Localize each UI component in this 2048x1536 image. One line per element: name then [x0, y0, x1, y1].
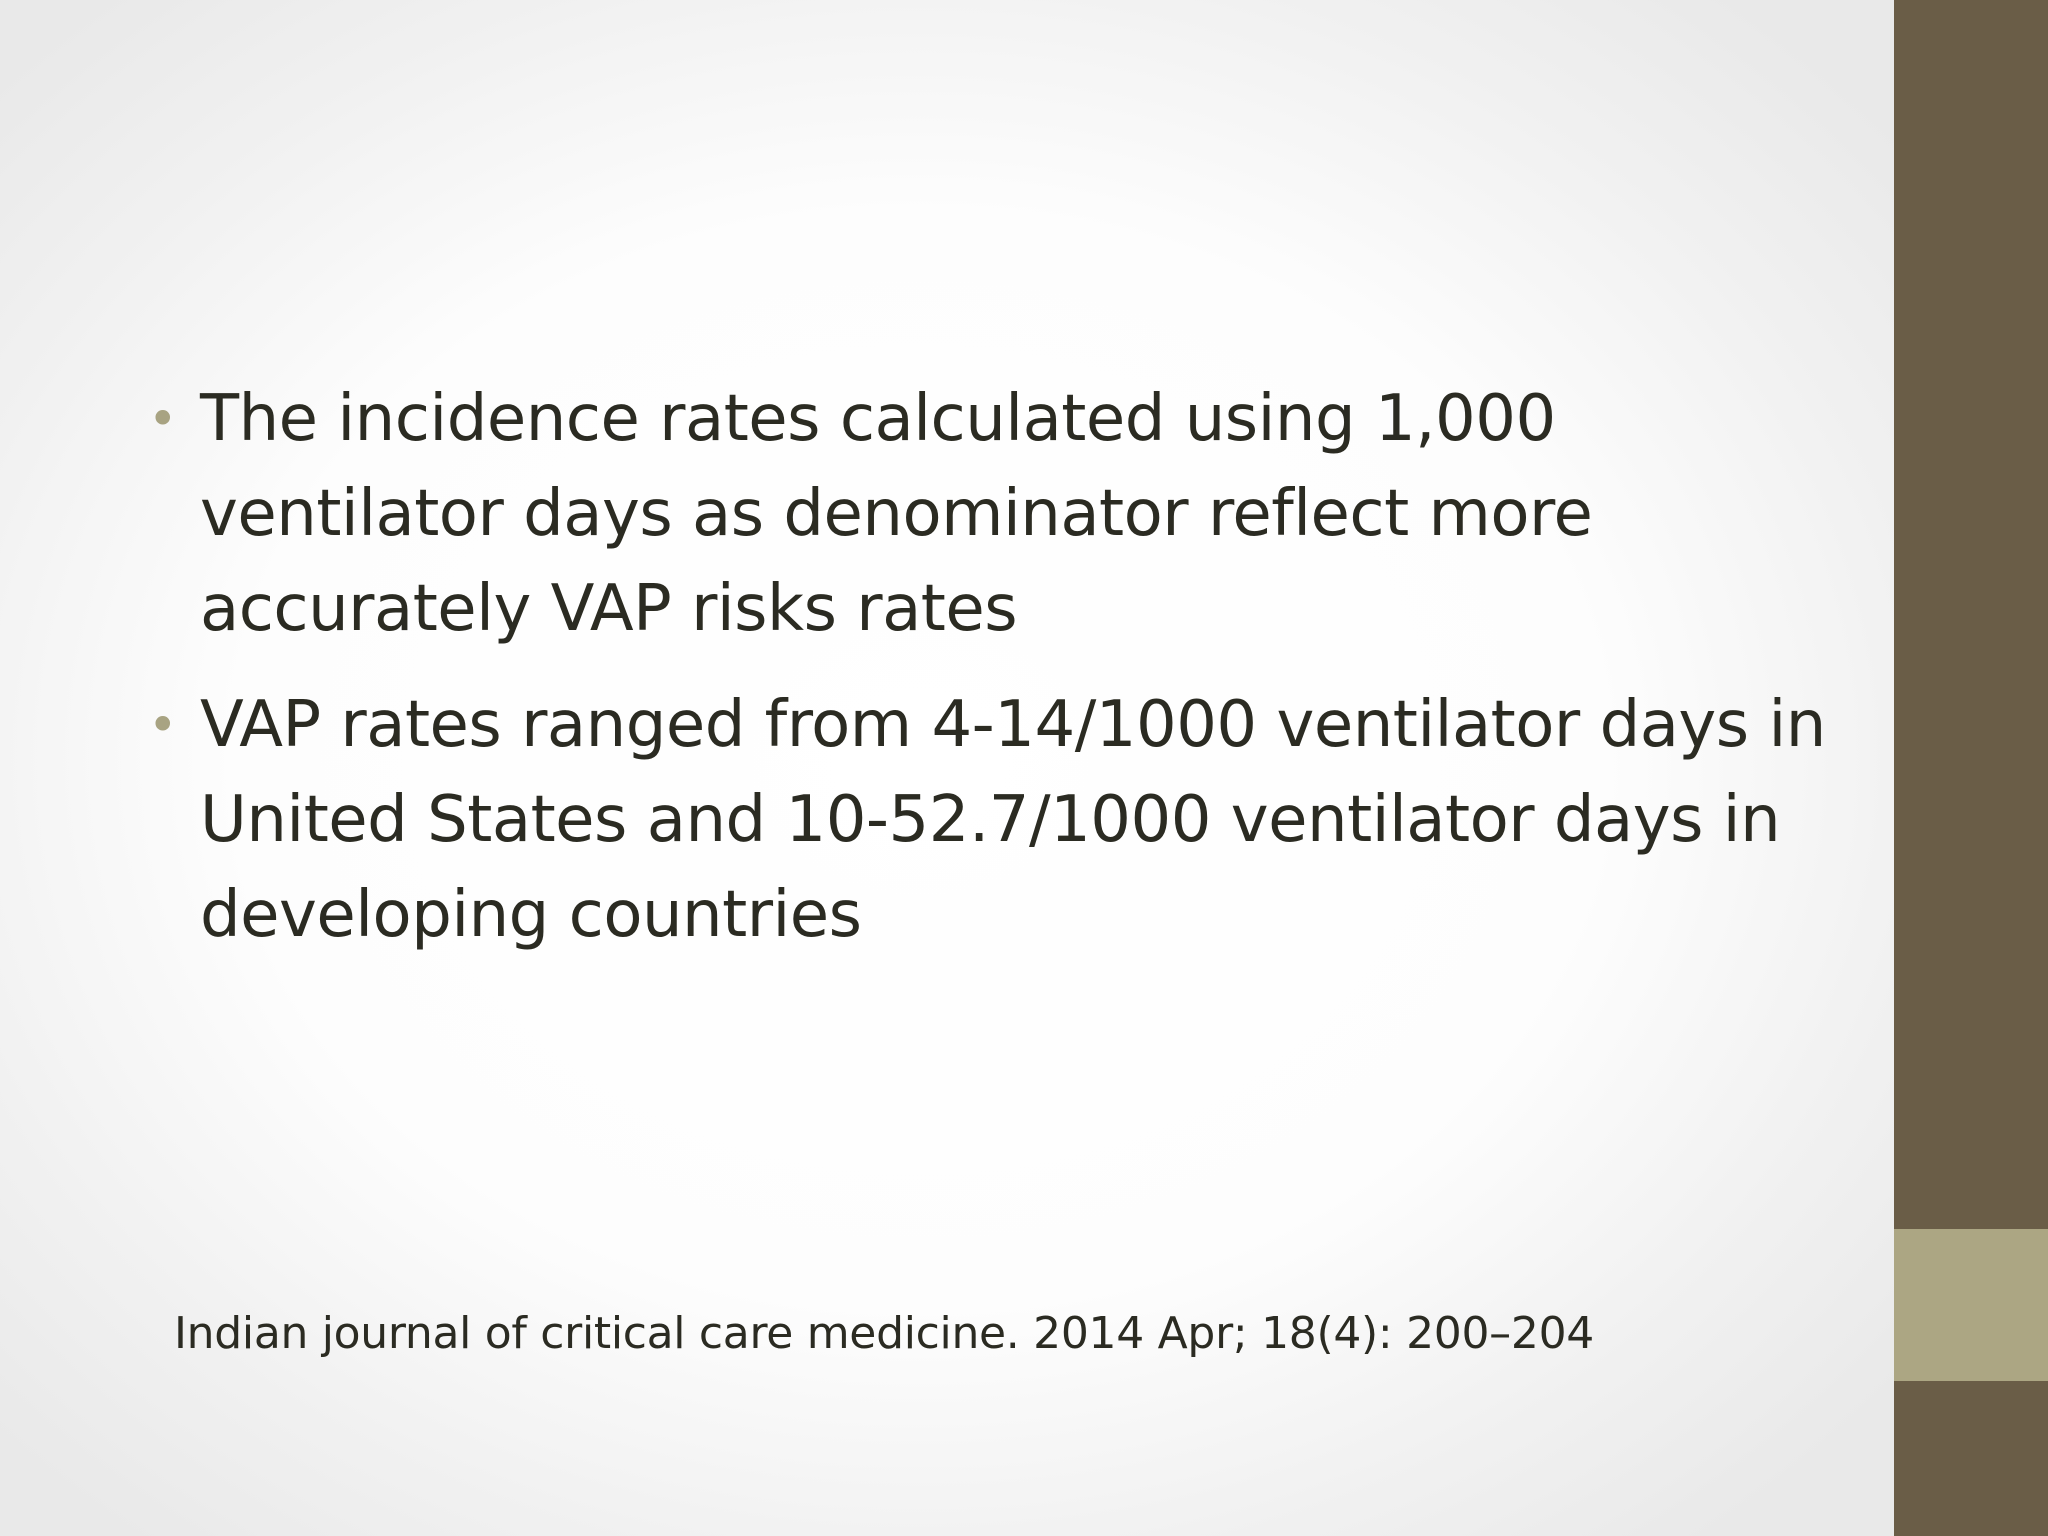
bullet-item-vap-rates: [148, 678, 1848, 963]
bullet-item-incidence-rates: [148, 372, 1848, 657]
bullet-list: [148, 372, 1848, 963]
slide-body: [148, 372, 1848, 984]
sidebar-accent-block: [1894, 1229, 2048, 1381]
citation-text: Indian journal of critical care medicine. 2014 Apr; 18(4): 200–204: [174, 1308, 1594, 1359]
decorative-sidebar: [1894, 0, 2048, 1536]
bullet-dot-icon: •: [148, 390, 177, 448]
bullet-text: VAP rates ranged from 4-14/1000 ventilator days in United States and 10-52.7/1000 ventilator days in developing countries: [200, 688, 1826, 952]
bullet-text: The incidence rates calculated using 1,000 ventilator days as denominator reflect more accurately VAP risks rates: [200, 382, 1593, 646]
bullet-dot-icon: •: [148, 696, 177, 754]
